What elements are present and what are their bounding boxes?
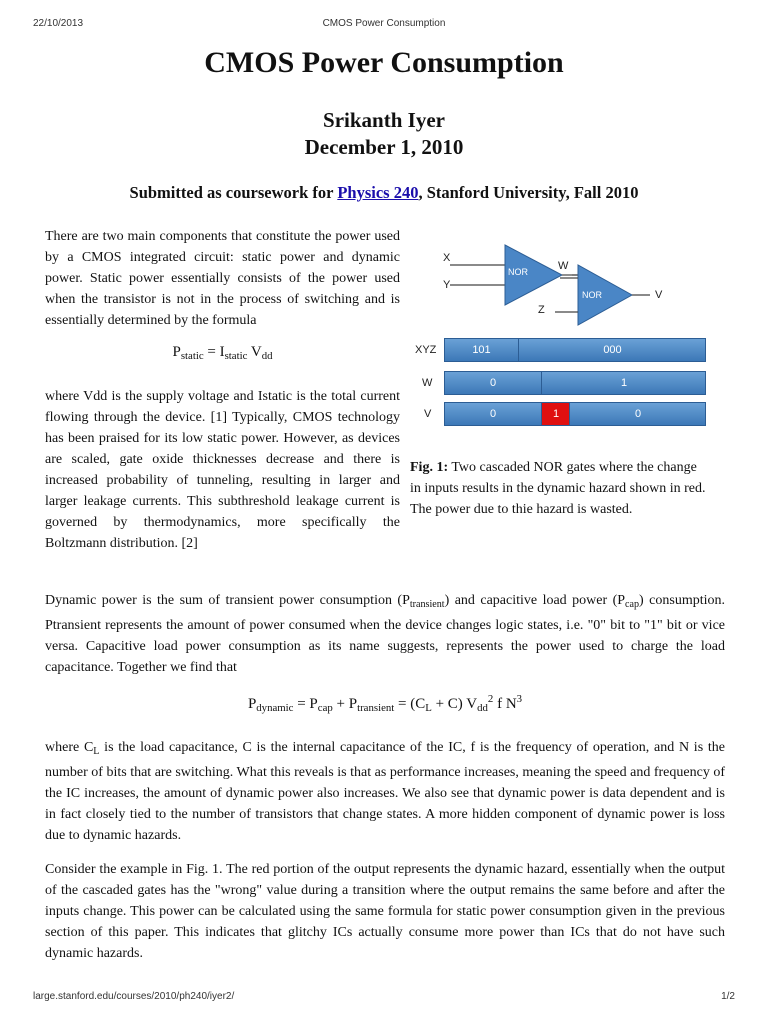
footer-url: large.stanford.edu/courses/2010/ph240/iyer2/ [33,991,235,1002]
submitted-suffix: , Stanford University, Fall 2010 [418,183,639,202]
timing-bar-xyz [444,338,706,362]
timing-segment: 0 [489,377,497,389]
course-link[interactable]: Physics 240 [337,183,419,202]
timing-bar-w [444,371,706,395]
nor-gate-2-label: NOR [582,290,602,300]
paragraph-leakage: where Vdd is the supply voltage and Istatic is the total current flowing through the device. [1] Typically, CMOS technology has been praised for its low static power. However, as devices are scaled, gate oxide thicknesses decrease and there is increased probability of tunneling, resulting in larger and larger leakage currents. This subthreshold leakage current is governed by thermodynamics, more specifically the Boltzmann distribution. [2] [45,389,400,551]
signal-w-label: W [558,260,569,272]
row-label-xyz: XYZ [415,344,437,356]
figure-caption [410,457,710,520]
timing-segment: 0 [489,408,497,420]
timing-segment: 1 [541,372,706,394]
hazard-segment: 1 [541,403,570,425]
publication-date: December 1, 2010 [304,135,464,159]
equation-dynamic-power: $P_{dynamic} = P_{cap} + P_{transient} = (C_L + C)$ $V_{dd}^2$ f $N^3$ [247,693,523,715]
caption-label: Fig. 1: [410,460,449,475]
output-v-label: V [655,289,663,301]
input-z-label: Z [538,304,545,316]
timing-segment: 0 [569,403,706,425]
paragraph-static-power: There are two main components that constitute the power used by a CMOS integrated circuit: static power and dynamic power. Static power essentially consists of the power used when the transistor is not in the process of switching and is essentially determined by the formula [45,229,400,328]
timing-segment: 000 [518,339,706,361]
paragraph-dynamic-power: Dynamic power is the sum of transient power consumption $(P_{transient})$ and capacitive load power $(P_{cap})$ consumption. Ptransient represents the amount of power consumed when the device changes logic states, i.e. "0" bit to "1" bit or vice versa. Capacitive load power consumption as its name suggests, represents the power used to charge the load capacitance. Together we find that [45,593,726,676]
nor-gate-1-label: NOR [508,267,528,277]
footer-page-number: 1/2 [721,991,735,1002]
author-name: Srikanth Iyer [323,108,445,132]
figure-nor-hazard [410,240,710,435]
row-label-v: V [424,408,432,420]
paragraph-hazard-example: Consider the example in Fig. 1. The red portion of the output represents the dynamic hazard, essentially when the output of the cascaded gates has the "wrong" value during a transition where the output remains the same before and after the inputs change. This power can be calculated using the same formula for static power consumption given in the previous section of this paper. This indicates that glitchy ICs actually consume more power than ICs that do not have such dynamic hazards. [45,862,725,961]
row-label-w: W [422,377,433,389]
page-title: CMOS Power Consumption [204,46,564,79]
submitted-prefix: Submitted as coursework for [129,183,338,202]
input-y-label: Y [443,279,451,291]
equation-static-power: $P_{static} = I_{static}$ $V_{dd}$ [172,344,273,363]
header-date: 22/10/2013 [33,18,84,29]
input-x-label: X [443,252,451,264]
nor-gate-diagram [410,240,710,330]
caption-text: Two cascaded NOR gates where the change in inputs results in the dynamic hazard shown in red. The power due to thie hazard is wasted. [410,460,706,517]
paragraph-dynamic-explanation: where $C_L$ is the load capacitance, C is the internal capacitance of the IC, f is the frequency of operation, and N is the number of bits that are switching. What this reveals is that as performance increases, meaning the speed and frequency of the IC increases, the amount of dynamic power also increases. We also see that dynamic power is data dependent and is in fact closely tied to the number of transistors that change states. A more hidden component of dynamic power is loss due to dynamic hazards. [45,740,725,844]
timing-bar-v [444,402,706,426]
header-title: CMOS Power Consumption [322,18,446,29]
timing-segment: 101 [472,344,491,356]
submitted-line [0,183,768,203]
